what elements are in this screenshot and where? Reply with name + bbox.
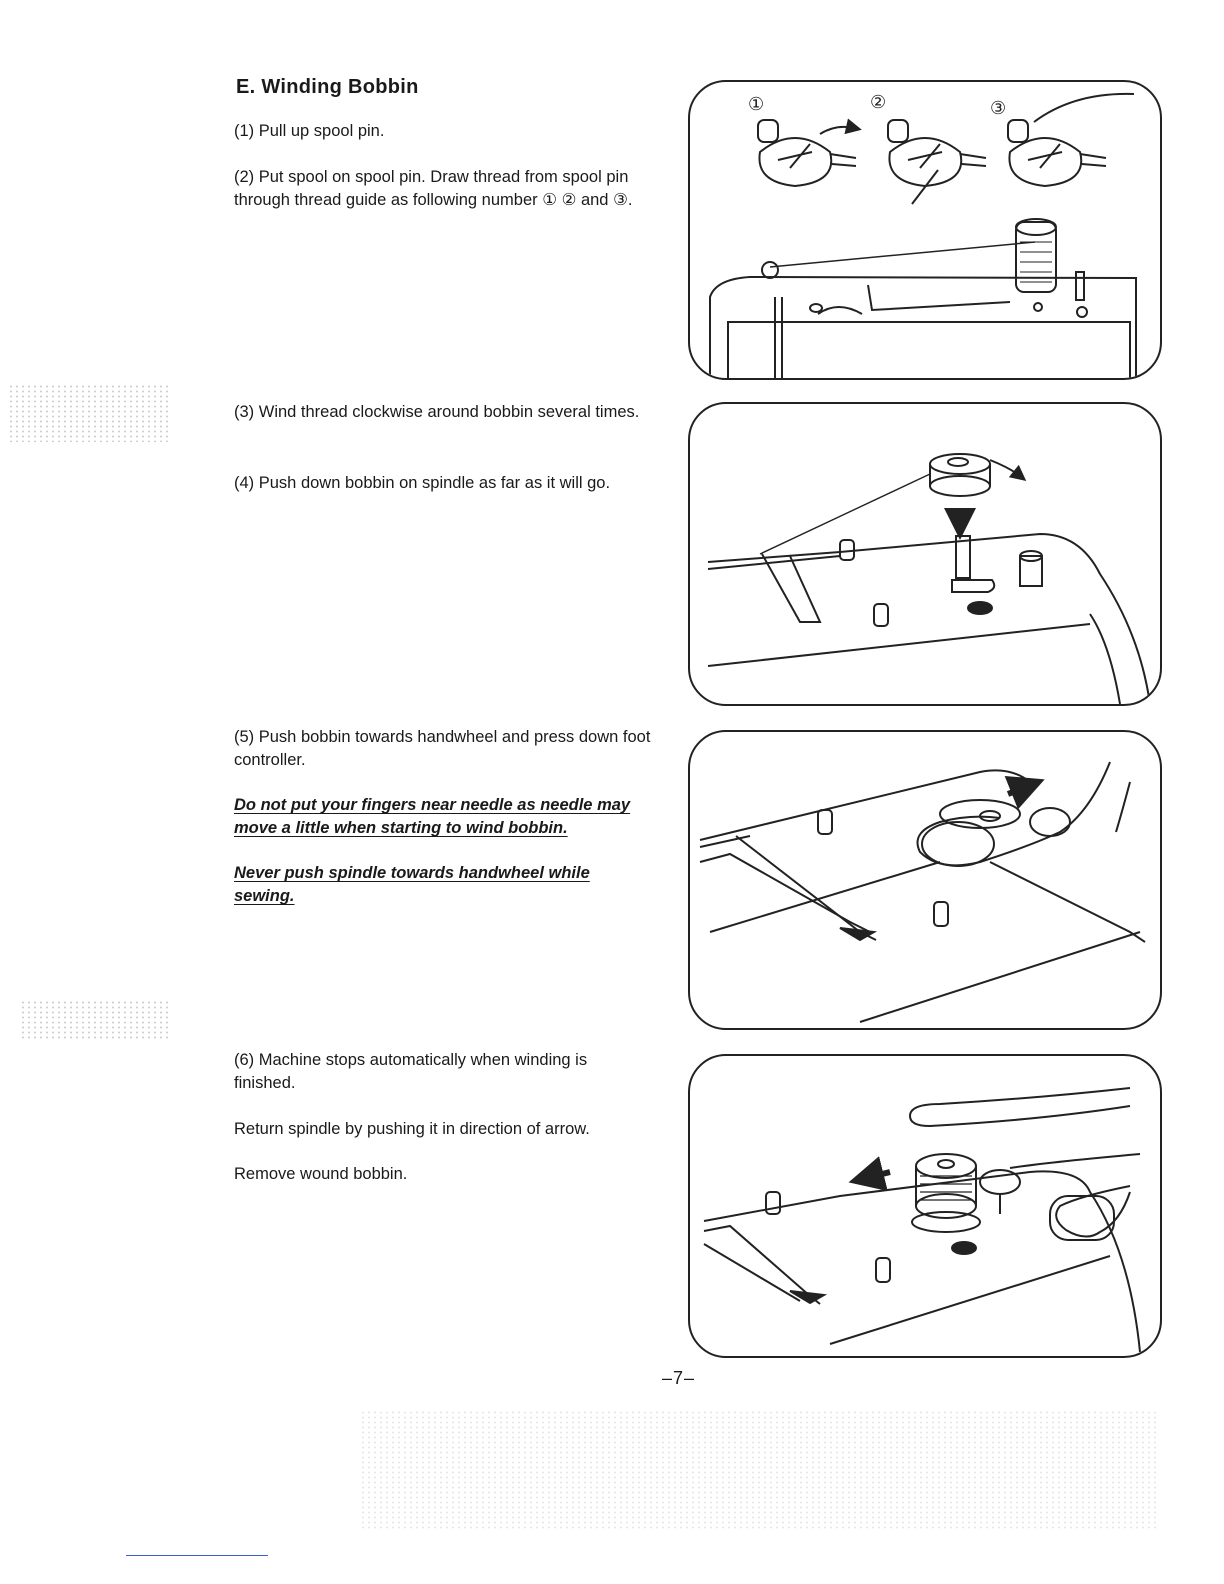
thread-guide-1-illustration xyxy=(758,120,856,186)
label-1: ① xyxy=(748,94,765,115)
return-spindle-text: Return spindle by pushing it in direction of arrow. xyxy=(234,1120,590,1138)
remove-bobbin-text: Remove wound bobbin. xyxy=(234,1165,408,1183)
thread-guide-3-illustration xyxy=(1008,94,1134,186)
thread-guide-2-illustration xyxy=(888,120,986,204)
step-1-text: (1) Pull up spool pin. xyxy=(234,122,385,140)
step-4-text: (4) Push down bobbin on spindle as far as it will go. xyxy=(234,474,611,492)
spindle-illustration xyxy=(952,536,1042,614)
figure-spool-threading xyxy=(688,80,1162,380)
scan-artifact xyxy=(20,1000,170,1040)
label-3: ③ xyxy=(990,98,1007,119)
scan-artifact xyxy=(360,1410,1160,1530)
page-number: –7– xyxy=(662,1368,696,1388)
spindle-bobbin-illustration xyxy=(940,786,1070,836)
step-3-text: (3) Wind thread clockwise around bobbin several times. xyxy=(234,403,640,421)
hand-illustration xyxy=(918,762,1146,942)
step-6-text: (6) Machine stops automatically when winding is finished. xyxy=(234,1051,588,1092)
section-title: E. Winding Bobbin xyxy=(236,76,419,98)
step-5-text: (5) Push bobbin towards handwheel and press down foot controller. xyxy=(234,728,651,769)
figure-bobbin-on-spindle xyxy=(688,402,1162,706)
machine-top-illustration xyxy=(710,219,1136,378)
figure-remove-bobbin xyxy=(688,1054,1162,1358)
warning-fingers: Do not put your fingers near needle as needle may move a little when starting to wind bobbin. xyxy=(234,796,631,837)
scan-artifact xyxy=(8,384,168,442)
step-2-text: (2) Put spool on spool pin. Draw thread from spool pin through thread guide as following number ① ② and ③. xyxy=(234,168,633,209)
blue-underline-artifact xyxy=(126,1555,268,1556)
label-2: ② xyxy=(870,92,887,113)
figure-push-bobbin xyxy=(688,730,1162,1030)
warning-spindle: Never push spindle towards handwheel while sewing. xyxy=(234,864,590,905)
wound-bobbin-illustration xyxy=(866,1154,1020,1254)
